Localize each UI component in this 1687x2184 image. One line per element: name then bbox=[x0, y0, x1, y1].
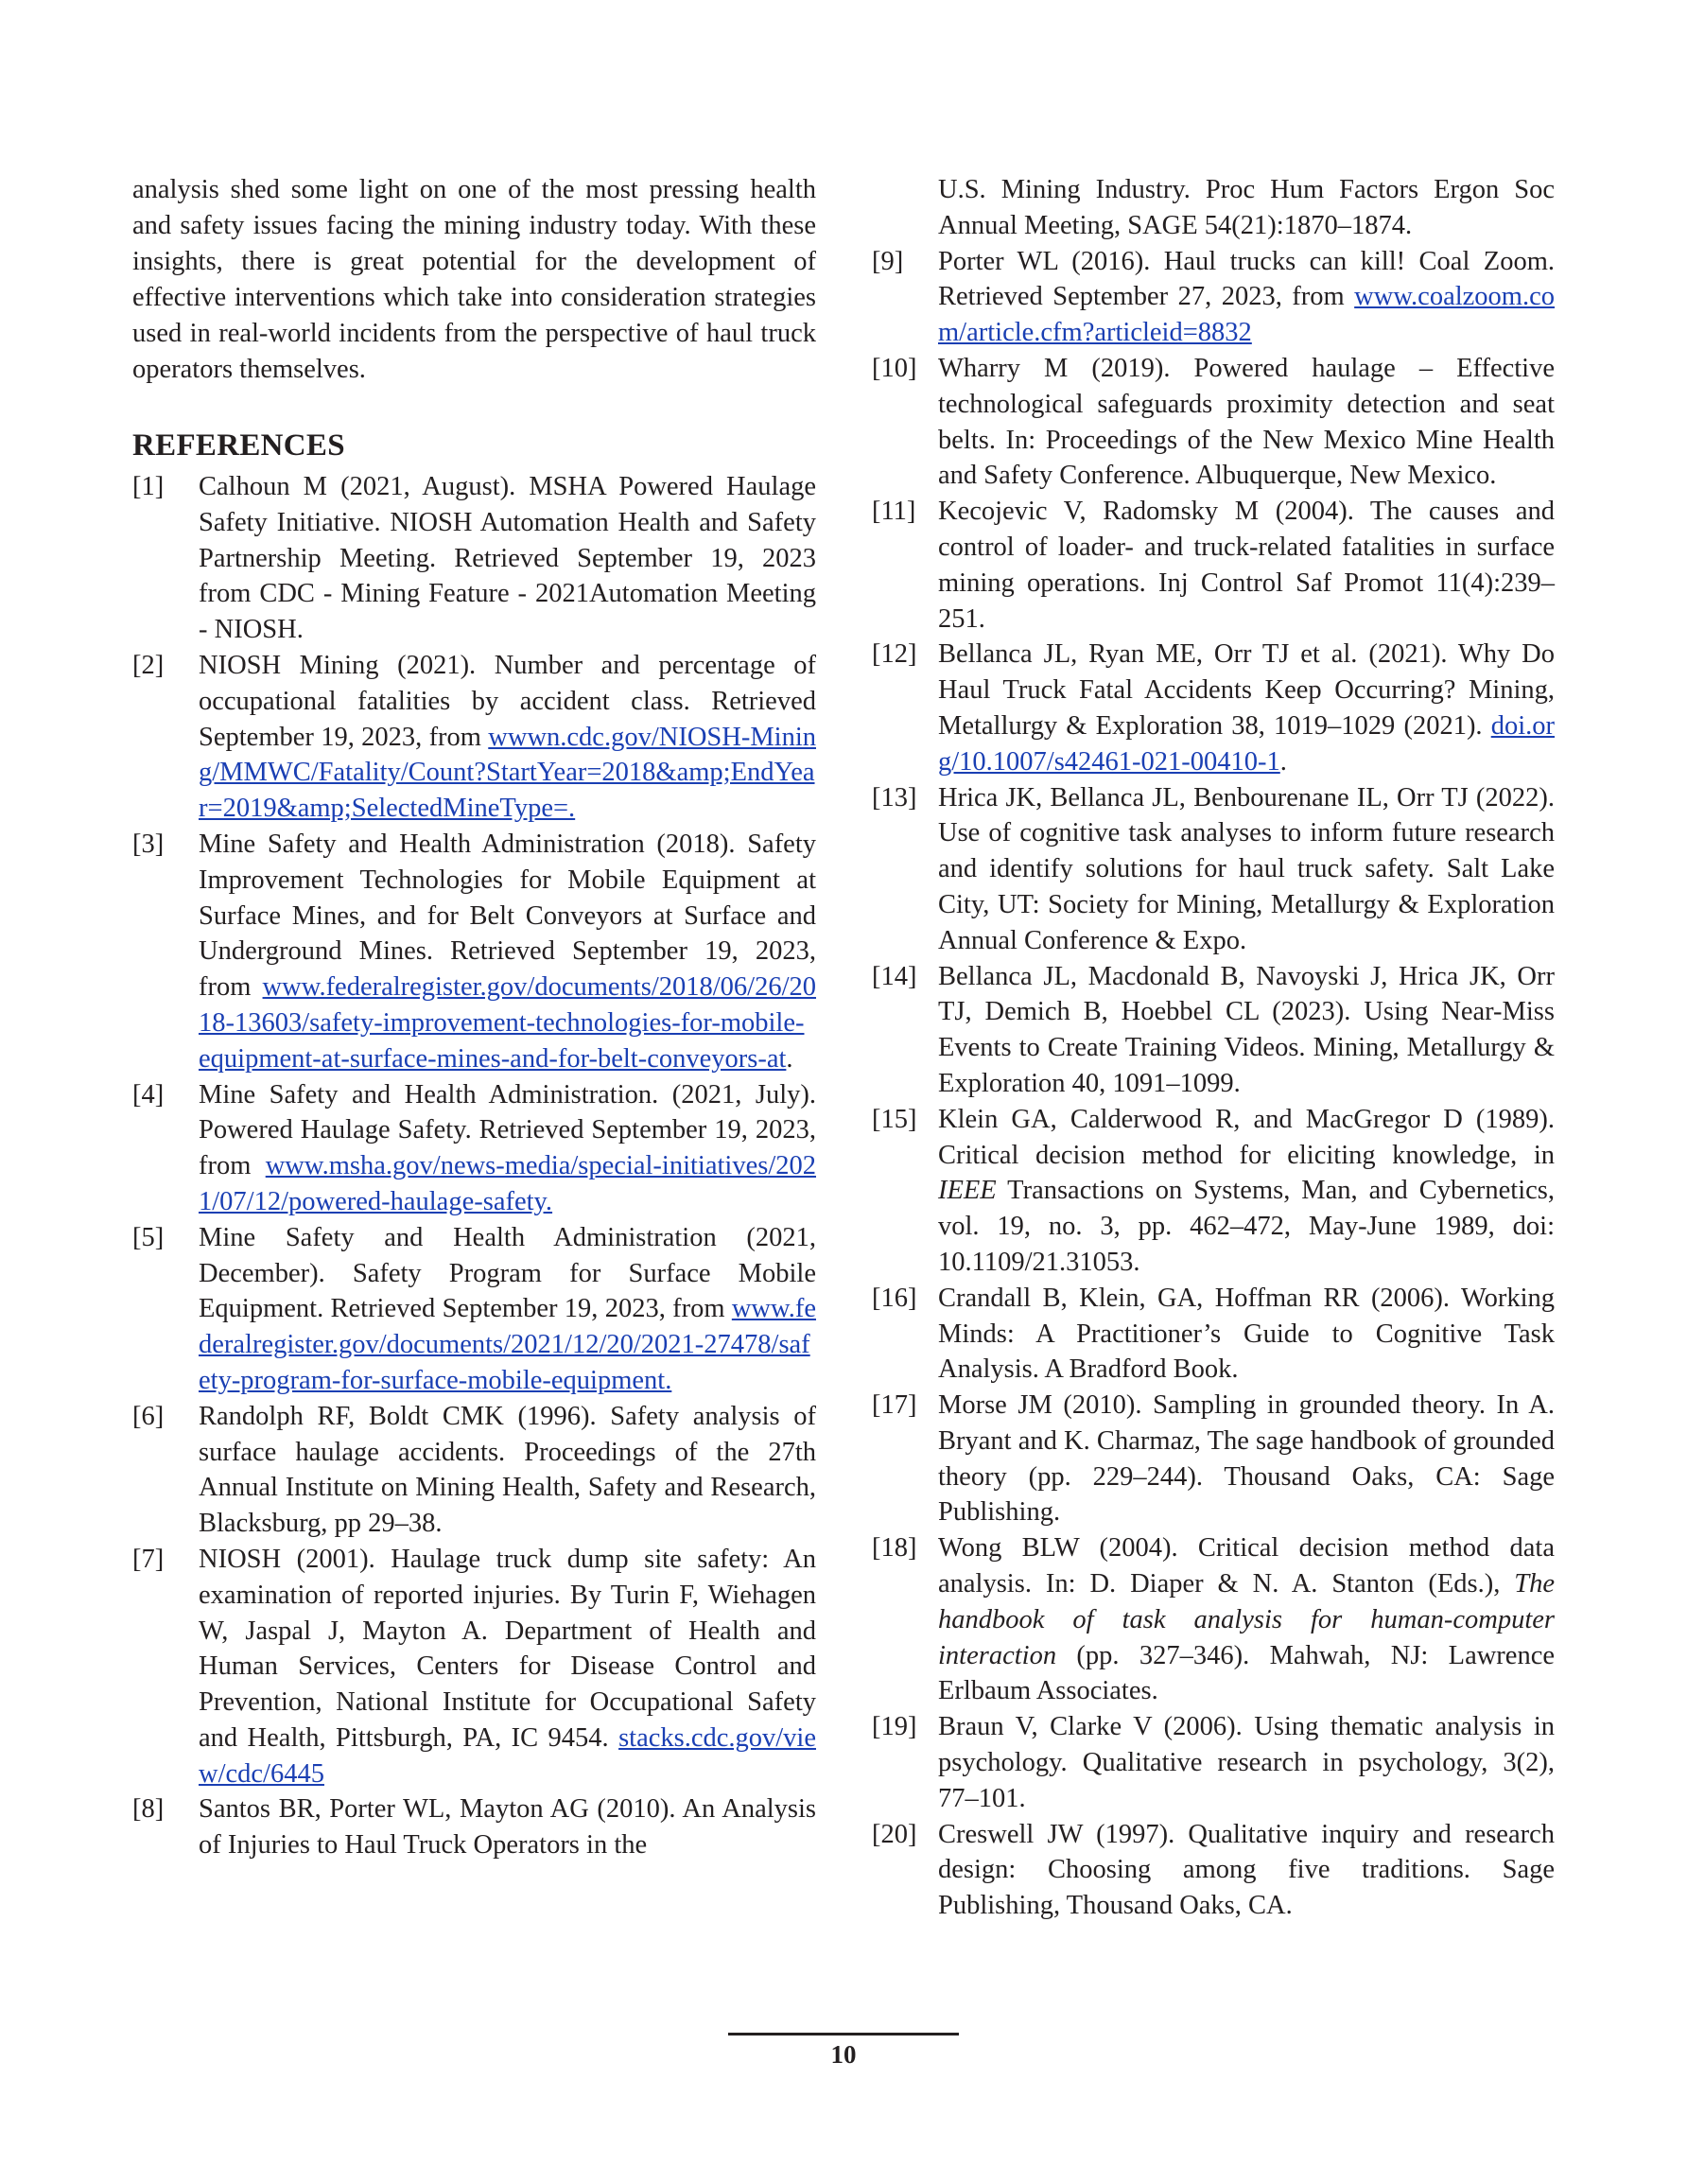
reference-text bbox=[938, 244, 1555, 351]
reference-number: [9] bbox=[872, 246, 904, 276]
reference-link[interactable]: www.federalregister.gov/documents/2021/12/20/2021-27478/safety-program-for-surface-mobile-equipment. bbox=[199, 1294, 816, 1395]
reference-item bbox=[132, 827, 816, 1077]
reference-link[interactable]: stacks.cdc.gov/view/cdc/6445 bbox=[199, 1722, 816, 1789]
left-column bbox=[132, 172, 816, 1863]
reference-number: [16] bbox=[872, 1283, 917, 1313]
reference-text bbox=[199, 827, 816, 1077]
reference-text bbox=[199, 1077, 816, 1220]
reference-text bbox=[938, 1102, 1555, 1281]
reference-text bbox=[199, 1542, 816, 1792]
reference-number: [6] bbox=[132, 1401, 165, 1431]
reference-text-run: Wharry M (2019). Powered haulage – Effective technological safeguards proximity detection and seat belts. In: Proceedings of the New Mexico Mine Health and Safety Conference. Albuquerque, New Mexico. bbox=[938, 353, 1555, 491]
reference-item bbox=[872, 494, 1555, 637]
reference-item bbox=[872, 1817, 1555, 1924]
reference-link[interactable]: www.coalzoom.com/article.cfm?articleid=8832 bbox=[938, 282, 1555, 348]
reference-item bbox=[132, 648, 816, 827]
reference-text-run: . bbox=[1279, 746, 1287, 777]
reference-text bbox=[938, 637, 1555, 779]
reference-text-run: Porter WL (2016). Haul trucks can kill! Coal Zoom. Retrieved September 27, 2023, from bbox=[938, 246, 1555, 312]
reference-item bbox=[872, 780, 1555, 959]
reference-text bbox=[199, 1399, 816, 1542]
reference-text bbox=[938, 780, 1555, 959]
reference-text bbox=[938, 351, 1555, 494]
reference-text-run: Braun V, Clarke V (2006). Using thematic analysis in psychology. Qualitative research in psychology, 3(2), 77–101. bbox=[938, 1712, 1555, 1813]
reference-number: [12] bbox=[872, 639, 917, 670]
reference-item bbox=[872, 1530, 1555, 1709]
reference-text-run: Kecojevic V, Radomsky M (2004). The causes and control of loader- and truck-related fatalities in surface mining operations. Inj Control Saf Promot 11(4):239–251. bbox=[938, 497, 1555, 634]
reference-text bbox=[938, 1281, 1555, 1388]
reference-text-run: Crandall B, Klein, GA, Hoffman RR (2006). Working Minds: A Practitioner’s Guide to Cognitive Task Analysis. A Bradford Book. bbox=[938, 1283, 1555, 1385]
reference-number: [18] bbox=[872, 1533, 917, 1564]
reference-number: [19] bbox=[872, 1712, 917, 1742]
reference-number: [13] bbox=[872, 782, 917, 812]
reference-text bbox=[938, 494, 1555, 637]
reference-item bbox=[132, 1399, 816, 1542]
reference-text bbox=[938, 1388, 1555, 1530]
reference-item bbox=[872, 959, 1555, 1102]
reference-text bbox=[199, 469, 816, 648]
reference-text-run: Bellanca JL, Macdonald B, Navoyski J, Hrica JK, Orr TJ, Demich B, Hoebbel CL (2023). Using Near-Miss Events to Create Training Videos. Mining, Metallurgy & Exploration 40, 1091–1099. bbox=[938, 961, 1555, 1098]
reference-text bbox=[199, 1220, 816, 1399]
reference-text bbox=[199, 648, 816, 827]
reference-number: [11] bbox=[872, 497, 916, 527]
reference-item bbox=[132, 1542, 816, 1792]
reference-item bbox=[132, 469, 816, 648]
reference-number: [15] bbox=[872, 1104, 917, 1134]
reference-item bbox=[872, 172, 1555, 244]
reference-text bbox=[938, 1817, 1555, 1924]
reference-text bbox=[938, 1709, 1555, 1816]
reference-text-run: NIOSH Mining (2021). Number and percentage of occupational fatalities by accident class. Retrieved September 19, 2023, from bbox=[199, 650, 816, 752]
reference-number: [4] bbox=[132, 1079, 165, 1109]
reference-item bbox=[132, 1220, 816, 1399]
reference-text-run: NIOSH (2001). Haulage truck dump site safety: An examination of reported injuries. By Turin F, Wiehagen W, Jaspal J, Mayton A. Department of Health and Human Services, Centers for Disease Control and Prevention, National Institute for Occupational Safety and Health, Pittsburgh, PA, IC 9454. bbox=[199, 1544, 816, 1753]
reference-text-run: Mine Safety and Health Administration (2021, December). Safety Program for Surface Mobile Equipment. Retrieved September 19, 2023, from bbox=[199, 1222, 816, 1324]
reference-link[interactable]: www.msha.gov/news-media/special-initiatives/2021/07/12/powered-haulage-safety. bbox=[199, 1151, 816, 1216]
reference-text-run: Mine Safety and Health Administration (2018). Safety Improvement Technologies for Mobile Equipment at Surface Mines, and for Belt Conveyors at Surface and Underground Mines. Retrieved September 19, 2023, from bbox=[199, 829, 816, 1003]
reference-item bbox=[872, 351, 1555, 494]
reference-text-run: Morse JM (2010). Sampling in grounded theory. In A. Bryant and K. Charmaz, The sage handbook of grounded theory (pp. 229–244). Thousand Oaks, CA: Sage Publishing. bbox=[938, 1390, 1555, 1528]
reference-link[interactable]: doi.org/10.1007/s42461-021-00410-1 bbox=[938, 710, 1555, 777]
reference-number: [10] bbox=[872, 353, 917, 383]
reference-text-run: (pp. 327–346). Mahwah, NJ: Lawrence Erlbaum Associates. bbox=[938, 1640, 1555, 1706]
reference-text bbox=[938, 172, 1555, 244]
reference-link[interactable]: www.federalregister.gov/documents/2018/06/26/2018-13603/safety-improvement-technologies-for-mobile-equipment-at-surface-mines-and-for-belt-conveyors-at bbox=[199, 972, 816, 1074]
reference-text-run: Transactions on Systems, Man, and Cybernetics, vol. 19, no. 3, pp. 462–472, May-June 1989, doi: 10.1109/21.31053. bbox=[938, 1176, 1555, 1277]
reference-number: [3] bbox=[132, 829, 165, 859]
reference-number: [5] bbox=[132, 1222, 165, 1252]
reference-text-run: Mine Safety and Health Administration. (2021, July). Powered Haulage Safety. Retrieved September 19, 2023, from bbox=[199, 1079, 816, 1181]
reference-item bbox=[872, 637, 1555, 779]
reference-item bbox=[872, 1102, 1555, 1281]
reference-number: [1] bbox=[132, 472, 165, 501]
reference-number: [2] bbox=[132, 650, 165, 680]
reference-list-left bbox=[132, 469, 816, 1863]
reference-item bbox=[132, 1077, 816, 1220]
reference-number bbox=[872, 172, 938, 244]
reference-text-run: U.S. Mining Industry. Proc Hum Factors Ergon Soc Annual Meeting, SAGE 54(21):1870–1874. bbox=[938, 175, 1555, 240]
reference-number: [8] bbox=[132, 1794, 165, 1825]
reference-text-run: Creswell JW (1997). Qualitative inquiry and research design: Choosing among five traditions. Sage Publishing, Thousand Oaks, CA. bbox=[938, 1819, 1555, 1921]
intro-paragraph: analysis shed some light on one of the most pressing health and safety issues facing the mining industry today. With these insights, there is great potential for the development of effective interventions which take into consideration strategies used in real-world incidents from the perspective of haul truck operators themselves. bbox=[132, 175, 816, 384]
reference-italic-text: IEEE bbox=[938, 1176, 997, 1206]
reference-link[interactable]: wwwn.cdc.gov/NIOSH-Mining/MMWC/Fatality/Count?StartYear=2018&amp;EndYear=2019&amp;SelectedMineType=. bbox=[199, 722, 816, 824]
reference-item bbox=[872, 1281, 1555, 1388]
reference-number: [20] bbox=[872, 1819, 917, 1849]
reference-text bbox=[199, 1791, 816, 1863]
reference-number: [17] bbox=[872, 1390, 917, 1421]
reference-item bbox=[872, 244, 1555, 351]
reference-item bbox=[872, 1388, 1555, 1530]
reference-italic-text: The handbook of task analysis for human-computer interaction bbox=[938, 1569, 1555, 1670]
reference-list-right bbox=[872, 172, 1555, 1924]
reference-number: [14] bbox=[872, 961, 917, 991]
reference-text bbox=[938, 1530, 1555, 1709]
reference-text-run: . bbox=[786, 1043, 793, 1074]
reference-number: [7] bbox=[132, 1544, 165, 1574]
references-heading: REFERENCES bbox=[132, 428, 345, 463]
reference-text bbox=[938, 959, 1555, 1102]
reference-item bbox=[132, 1791, 816, 1863]
reference-text-run: Santos BR, Porter WL, Mayton AG (2010). An Analysis of Injuries to Haul Truck Operators in the bbox=[199, 1794, 816, 1861]
reference-text-run: Klein GA, Calderwood R, and MacGregor D (1989). Critical decision method for eliciting knowledge, in bbox=[938, 1104, 1555, 1170]
reference-text-run: Wong BLW (2004). Critical decision method data analysis. In: D. Diaper & N. A. Stanton (Eds.), bbox=[938, 1533, 1555, 1599]
reference-text-run: Hrica JK, Bellanca JL, Benbourenane IL, Orr TJ (2022). Use of cognitive task analyses to inform future research and identify solutions for haul truck safety. Salt Lake City, UT: Society for Mining, Metallurgy & Exploration Annual Conference & Expo. bbox=[938, 782, 1555, 955]
page-number: 10 bbox=[830, 2040, 857, 2069]
right-column bbox=[872, 172, 1555, 1924]
reference-text-run: Bellanca JL, Ryan ME, Orr TJ et al. (2021). Why Do Haul Truck Fatal Accidents Keep Occurring? Mining, Metallurgy & Exploration 38, 1019–1029 (2021). bbox=[938, 639, 1555, 741]
reference-text-run: Randolph RF, Boldt CMK (1996). Safety analysis of surface haulage accidents. Proceedings of the 27th Annual Institute on Mining Health, Safety and Research, Blacksburg, pp 29–38. bbox=[199, 1401, 816, 1539]
reference-item bbox=[872, 1709, 1555, 1816]
reference-text-run: Calhoun M (2021, August). MSHA Powered Haulage Safety Initiative. NIOSH Automation Health and Safety Partnership Meeting. Retrieved September 19, 2023 from CDC - Mining Feature - 2021Automation Meeting - NIOSH. bbox=[199, 472, 816, 645]
